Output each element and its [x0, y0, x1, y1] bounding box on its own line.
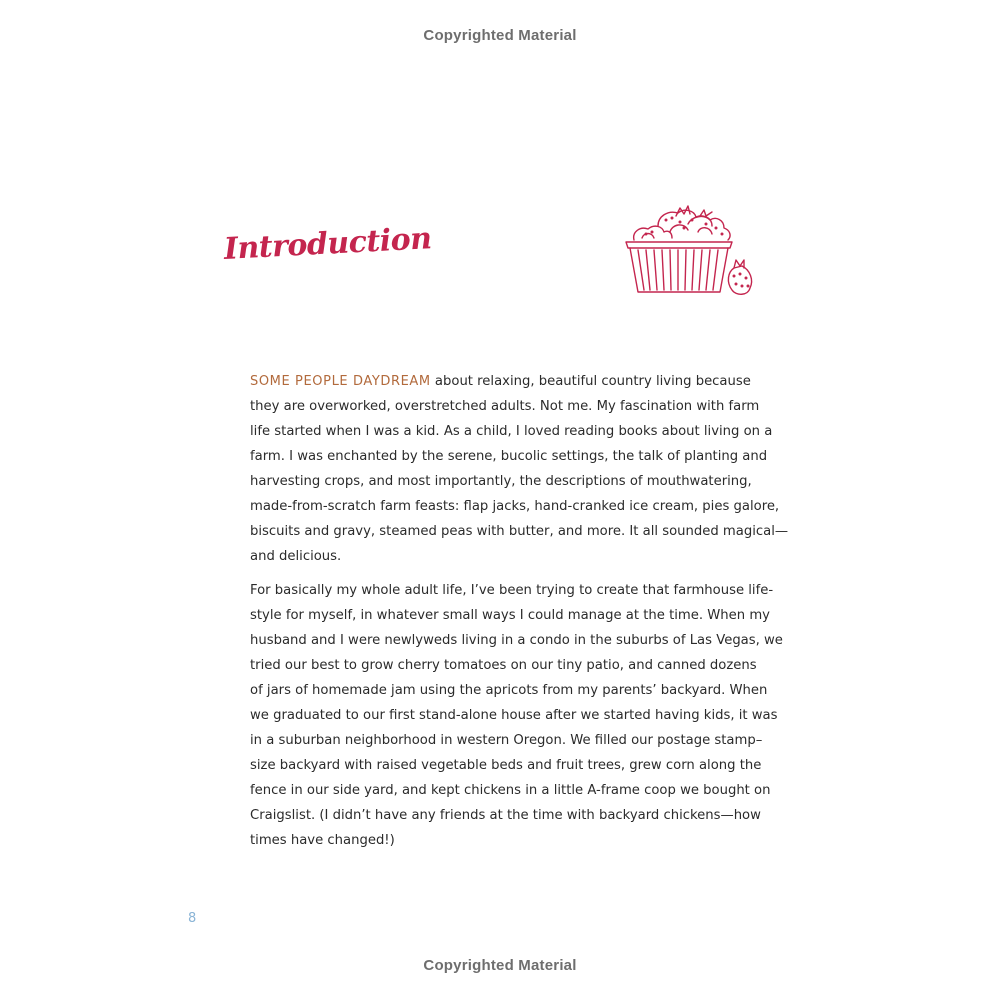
- copyright-header: Copyrighted Material: [423, 27, 577, 44]
- paragraph-line: biscuits and gravy, steamed peas with butter, and more. It all sounded magical—: [250, 524, 789, 539]
- paragraph-line: life started when I was a kid. As a child, I loved reading books about living on a: [250, 424, 773, 439]
- paragraph-line: harvesting crops, and most importantly, the descriptions of mouthwatering,: [250, 474, 752, 489]
- copyright-footer: Copyrighted Material: [423, 957, 577, 974]
- paragraph-line: they are overworked, overstretched adults. Not me. My fascination with farm: [250, 399, 760, 414]
- paragraph-line: about relaxing, beautiful country living because: [430, 374, 751, 389]
- body-text: [250, 369, 789, 853]
- paragraph-line: and delicious.: [250, 549, 342, 564]
- paragraph-line: tried our best to grow cherry tomatoes on our tiny patio, and canned dozens: [250, 658, 757, 673]
- paragraph-line: fence in our side yard, and kept chickens in a little A-frame coop we bought on: [250, 783, 771, 798]
- paragraph-line: husband and I were newlyweds living in a condo in the suburbs of Las Vegas, we: [250, 633, 783, 648]
- page-number: 8: [188, 911, 197, 926]
- paragraph-line: in a suburban neighborhood in western Oregon. We filled our postage stamp–: [250, 733, 763, 748]
- paragraph-line: of jars of homemade jam using the apricots from my parents’ backyard. When: [250, 683, 768, 698]
- chapter-title: Introduction: [223, 221, 433, 267]
- paragraph-line: size backyard with raised vegetable beds and fruit trees, grew corn along the: [250, 758, 762, 773]
- paragraph-line: style for myself, in whatever small ways I could manage at the time. When my: [250, 608, 770, 623]
- paragraph-line: farm. I was enchanted by the serene, bucolic settings, the talk of planting and: [250, 449, 768, 464]
- paragraph-line: Craigslist. (I didn’t have any friends at the time with backyard chickens—how: [250, 808, 761, 823]
- paragraph-line: we graduated to our first stand-alone house after we started having kids, it was: [250, 708, 778, 723]
- paragraph-spacer: [250, 569, 750, 578]
- strawberry-basket-icon: [622, 202, 754, 298]
- paragraph-line: made-from-scratch farm feasts: flap jacks, hand-cranked ice cream, pies galore,: [250, 499, 780, 514]
- lead-in-text: SOME PEOPLE DAYDREAM: [250, 374, 431, 389]
- paragraph-line: times have changed!): [250, 833, 395, 848]
- paragraph-line: For basically my whole adult life, I’ve been trying to create that farmhouse life-: [250, 583, 774, 598]
- paragraph-1-line-1: [250, 369, 750, 394]
